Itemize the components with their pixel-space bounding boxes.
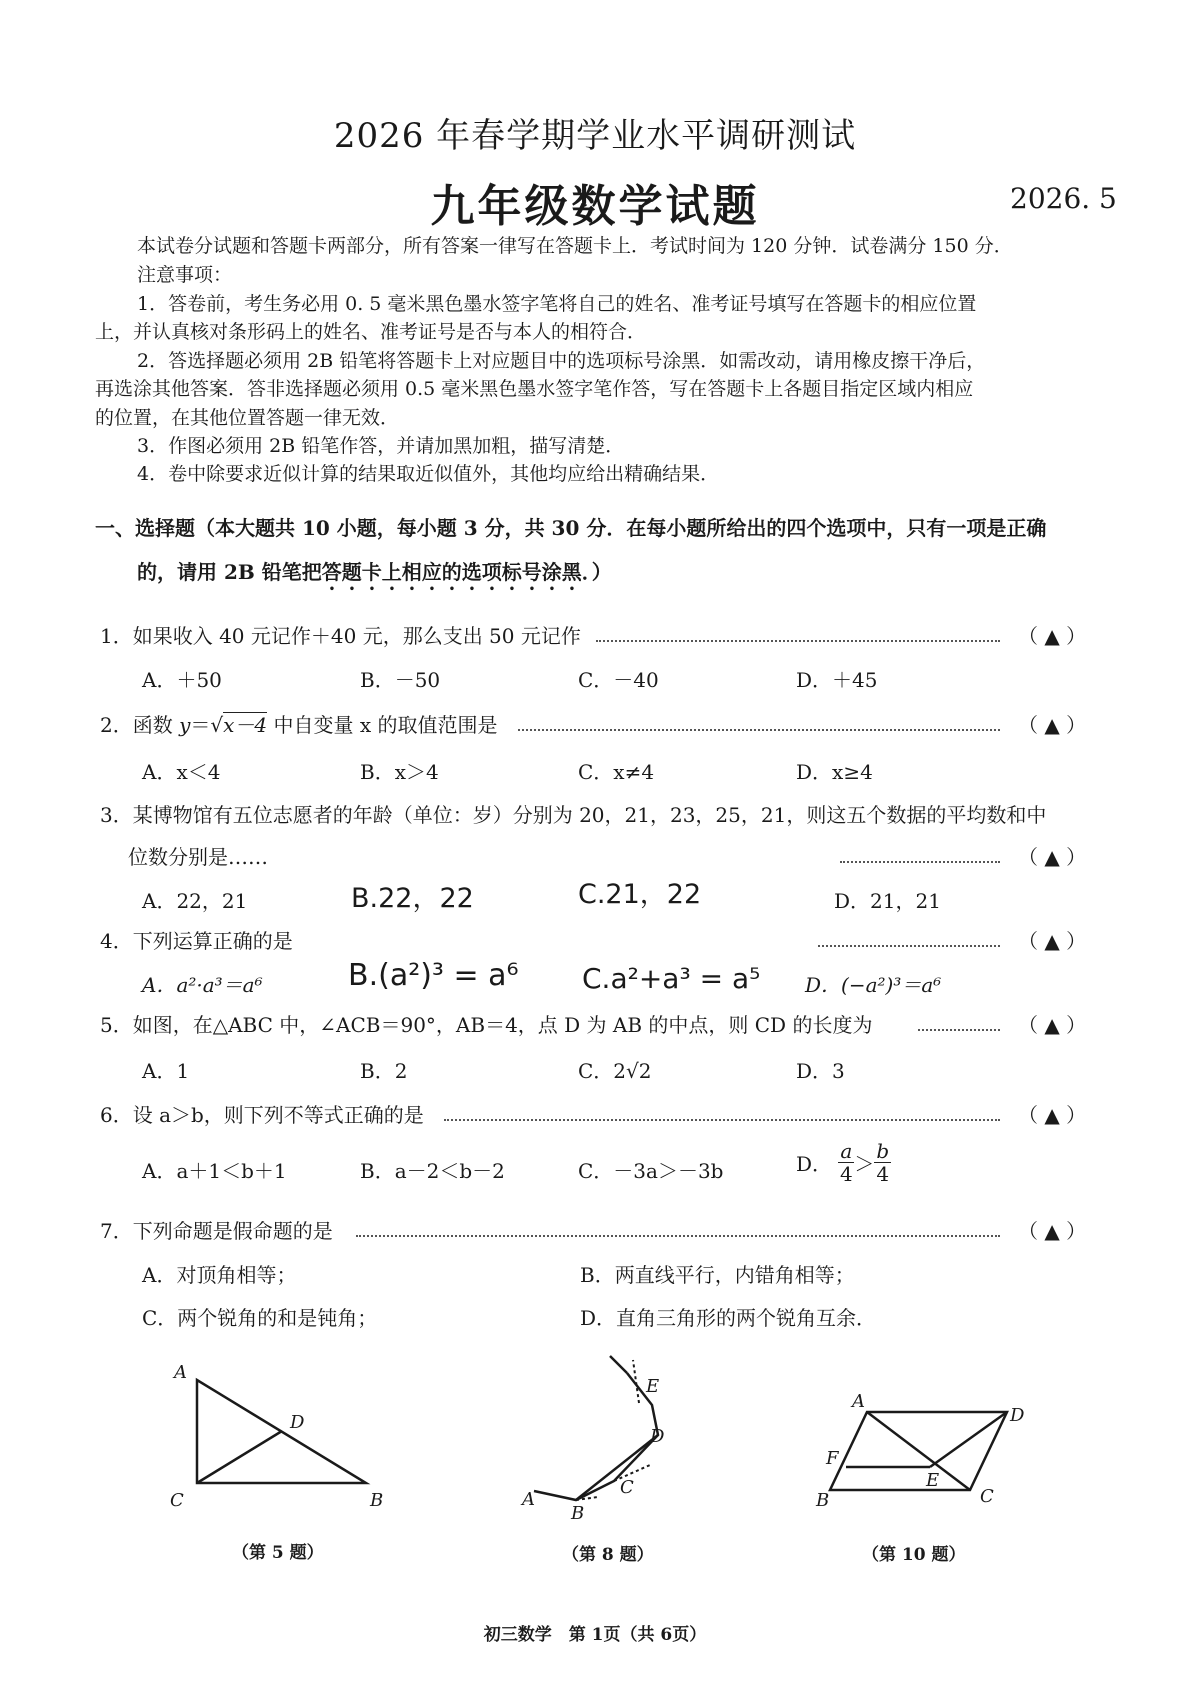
exam-paper-title: 九年级数学试题 — [430, 181, 760, 232]
q5-option-d: D．3 — [796, 1059, 845, 1083]
intro-line: 本试卷分试题和答题卡两部分，所有答案一律写在答题卡上．考试时间为 120 分钟．试卷满分 150 分． — [137, 235, 1013, 257]
exam-session-title: 2026 年春学期学业水平调研测试 — [333, 116, 857, 156]
q6-option-c: C．－3a＞－3b — [578, 1159, 724, 1183]
q5-option-a: A．1 — [142, 1059, 190, 1083]
figure-q8 — [534, 1356, 658, 1500]
q3-option-a: A．22，21 — [142, 889, 248, 913]
q7-option-a: A．对顶角相等； — [142, 1263, 297, 1287]
q1-option-d: D．＋45 — [796, 668, 878, 692]
fig10-label-c: C — [980, 1486, 994, 1507]
page-footer: 初三数学 第 1页（共 6页） — [483, 1625, 707, 1645]
section-heading-pre: 的，请用 2B 铅笔把 — [137, 560, 322, 584]
fig5-label-a: A — [174, 1362, 187, 1383]
fraction-b-over-4: $\frac{b}{4}$ — [876, 1139, 890, 1186]
figure-8-caption: （第 8 题） — [562, 1545, 654, 1565]
question-6-stem: 6．设 a＞b，则下列不等式正确的是 — [100, 1103, 424, 1127]
fig8-label-a: A — [522, 1489, 535, 1510]
figure-10-caption: （第 10 题） — [862, 1545, 966, 1565]
sqrt-icon: √ — [210, 713, 224, 737]
fig10-label-e: E — [926, 1470, 940, 1491]
q4-option-a: A．a²·a³＝a⁶ — [142, 973, 263, 997]
figure-q5 — [197, 1380, 366, 1483]
q5-option-c: C．2√2 — [578, 1059, 652, 1083]
note-2c: 的位置，在其他位置答题一律无效． — [95, 407, 400, 429]
q3-option-b: B.22，22 — [351, 883, 474, 914]
q3-option-c: C.21，22 — [578, 879, 702, 910]
q3-option-d: D．21，21 — [834, 889, 941, 913]
fig8-label-d: D — [650, 1426, 665, 1447]
figure-5-caption: （第 5 题） — [232, 1543, 324, 1563]
q6-greater-than: ＞ — [854, 1152, 875, 1176]
answer-mark: （ ▲ ） — [1018, 845, 1087, 869]
q7-option-d: D．直角三角形的两个锐角互余． — [580, 1306, 877, 1330]
q7-option-c: C．两个锐角的和是钝角； — [142, 1306, 378, 1330]
answer-mark: （ ▲ ） — [1018, 1013, 1087, 1037]
note-1a: 1．答卷前，考生务必用 0. 5 毫米黑色墨水签字笔将自己的姓名、准考证号填写在答题卡的相应位置 — [137, 293, 977, 315]
q2-equals: ＝ — [190, 713, 211, 737]
q4-option-b: B.(a²)³ = a⁶ — [348, 958, 519, 993]
answer-mark: （ ▲ ） — [1018, 713, 1087, 737]
q7-option-b: B．两直线平行，内错角相等； — [580, 1263, 855, 1287]
q2-option-d: D．x≥4 — [796, 760, 873, 784]
fig8-label-b: B — [571, 1503, 585, 1524]
question-7-stem: 7．下列命题是假命题的是 — [100, 1219, 333, 1243]
q1-option-a: A．＋50 — [142, 668, 222, 692]
answer-mark: （ ▲ ） — [1018, 1103, 1087, 1127]
q2-stem-pre: 2．函数 — [100, 713, 180, 737]
answer-mark: （ ▲ ） — [1018, 1219, 1087, 1243]
q2-radicand: x－4 — [223, 713, 268, 737]
answer-mark: （ ▲ ） — [1018, 929, 1087, 953]
note-4: 4．卷中除要求近似计算的结果取近似值外，其他均应给出精确结果． — [137, 463, 720, 485]
q2-var-y: y — [179, 713, 191, 737]
question-5-stem: 5．如图，在△ABC 中，∠ACB＝90°，AB＝4，点 D 为 AB 的中点，则 CD 的长度为 — [100, 1013, 873, 1037]
q2-option-b: B．x＞4 — [360, 760, 439, 784]
fig5-label-c: C — [170, 1490, 184, 1511]
q2-option-c: C．x≠4 — [578, 760, 655, 784]
q6-option-a: A．a＋1＜b＋1 — [142, 1159, 287, 1183]
note-2a: 2．答选择题必须用 2B 铅笔将答题卡上对应题目中的选项标号涂黑．如需改动，请用橡皮擦干净后， — [137, 350, 986, 372]
notice-title: 注意事项： — [137, 264, 233, 286]
section-heading-emphasis: 答题卡上相应的选项标号涂黑 — [321, 560, 582, 584]
figure-q10 — [830, 1412, 1007, 1490]
q6-option-b: B．a－2＜b－2 — [360, 1159, 505, 1183]
fig10-label-f: F — [826, 1448, 839, 1469]
q6-option-d-label: D． — [796, 1152, 833, 1176]
fig10-label-a: A — [852, 1391, 865, 1412]
fig5-label-d: D — [290, 1412, 305, 1433]
section-heading-line1: 一、选择题（本大题共 10 小题，每小题 3 分，共 30 分．在每小题所给出的四个选项中，只有一项是正确 — [95, 516, 1047, 540]
question-3-stem-cont: 位数分别是…… — [128, 845, 268, 869]
q2-stem-post: 中自变量 x 的取值范围是 — [267, 713, 498, 737]
question-3-stem: 3．某博物馆有五位志愿者的年龄（单位：岁）分别为 20，21，23，25，21，则这五个数据的平均数和中 — [100, 803, 1047, 827]
answer-mark: （ ▲ ） — [1018, 624, 1087, 648]
q4-option-d: D．(−a²)³＝a⁶ — [805, 973, 942, 997]
q4-option-c: C.a²+a³ = a⁵ — [582, 962, 761, 995]
section-heading-post: ．） — [581, 560, 612, 584]
q2-option-a: A．x＜4 — [142, 760, 221, 784]
q5-option-b: B．2 — [360, 1059, 408, 1083]
note-2b: 再选涂其他答案．答非选择题必须用 0.5 毫米黑色墨水签字笔作答，写在答题卡上各题目指定区域内相应 — [95, 378, 974, 400]
question-1-stem: 1．如果收入 40 元记作＋40 元，那么支出 50 元记作 — [100, 624, 581, 648]
fraction-a-over-4: $\frac{a}{4}$ — [840, 1139, 853, 1186]
q1-option-c: C．－40 — [578, 668, 659, 692]
q1-option-b: B．－50 — [360, 668, 441, 692]
fig8-label-e: E — [646, 1376, 660, 1397]
fig5-label-b: B — [370, 1490, 384, 1511]
fig10-label-d: D — [1010, 1405, 1025, 1426]
note-3: 3．作图必须用 2B 铅笔作答，并请加黑加粗，描写清楚． — [137, 435, 625, 457]
exam-date: 2026. 5 — [1010, 182, 1117, 215]
question-4-stem: 4．下列运算正确的是 — [100, 929, 293, 953]
note-1b: 上，并认真核对条形码上的姓名、准考证号是否与本人的相符合． — [95, 321, 647, 343]
fig8-label-c: C — [620, 1477, 634, 1498]
fig10-label-b: B — [816, 1490, 830, 1511]
